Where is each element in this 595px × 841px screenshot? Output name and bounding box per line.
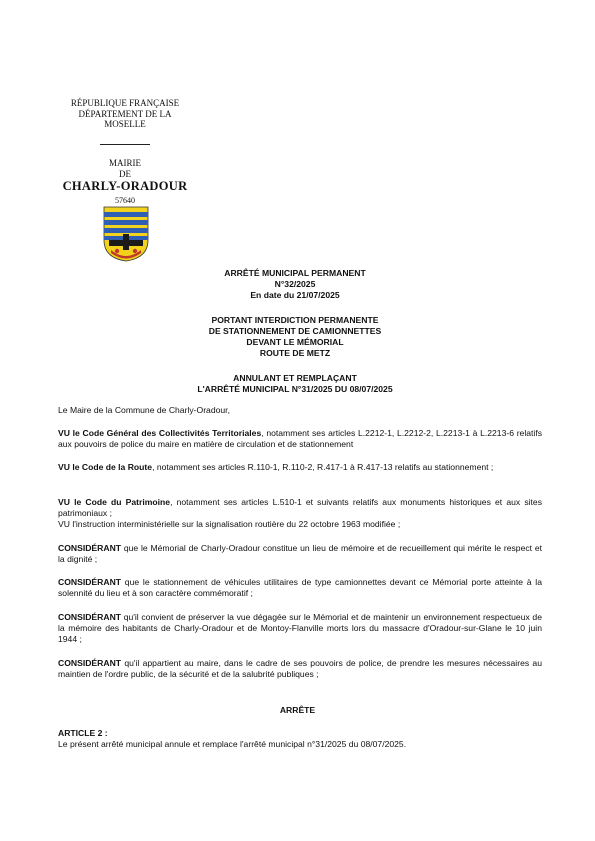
- subject-line-3: DEVANT LE MÉMORIAL: [246, 337, 344, 347]
- considerant-text: que le Mémorial de Charly-Oradour constitue un lieu de mémoire et de recueillement qui mérite le respect et la dignité ;: [58, 543, 542, 564]
- coat-of-arms-icon: [103, 206, 149, 262]
- vu-text: , notamment ses articles R.110-1, R.110-2, R.417-1 à R.417-13 relatifs au stationnement ;: [152, 462, 494, 472]
- vu-lead: VU le Code Général des Collectivités Territoriales: [58, 428, 262, 438]
- considerant-text: qu'il appartient au maire, dans le cadre de ses pouvoirs de police, de prendre les mesures nécessaires au maintien de l'ordre public, de la sécurité et de la salubrité publiques ;: [58, 658, 542, 679]
- moselle-line: MOSELLE: [104, 119, 146, 129]
- article-title: ARTICLE 2 :: [58, 728, 108, 738]
- decree-date: En date du 21/07/2025: [250, 290, 340, 300]
- vu-paragraph-2: [58, 462, 542, 473]
- intro-paragraph: [58, 405, 542, 416]
- decree-title: [80, 268, 510, 301]
- commune-name: CHARLY-ORADOUR: [62, 179, 188, 193]
- decree-number: N°32/2025: [274, 279, 316, 289]
- subject-line-1: PORTANT INTERDICTION PERMANENTE: [211, 315, 379, 325]
- replacement-notice: [80, 373, 510, 395]
- considerant-paragraph-1: [58, 543, 542, 565]
- issuer-block: [55, 98, 195, 130]
- considerant-lead: CONSIDÉRANT: [58, 658, 122, 668]
- header-divider: [100, 144, 150, 145]
- subject-line-2: DE STATIONNEMENT DE CAMIONNETTES: [208, 326, 382, 336]
- considerant-text: que le stationnement de véhicules utilitaires de type camionnettes devant ce Mémorial porte atteinte à la solennité du lieu et à son caractère commémoratif ;: [58, 577, 542, 598]
- considerant-text: qu'il convient de préserver la vue dégagée sur le Mémorial et de maintenir un environnement respectueux de la mémoire des habitants de Charly-Oradour et de Montoy-Flanville morts lors du massacre d'Oradour-sur-Glane le 10 juin 1944 ;: [58, 612, 542, 644]
- intro-text: Le Maire de la Commune de Charly-Oradour,: [58, 405, 230, 415]
- vu-paragraph-1: [58, 428, 542, 450]
- replacement-line-1: ANNULANT ET REMPLAÇANT: [233, 373, 357, 383]
- arrete-heading: ARRÊTE: [279, 705, 316, 715]
- vu-text: , notamment ses articles L.510-1 et suivants relatifs aux monuments historiques et aux sites patrimoniaux ;: [58, 497, 542, 518]
- decree-subject: [80, 315, 510, 359]
- de-line: DE: [119, 168, 131, 179]
- considerant-lead: CONSIDÉRANT: [58, 543, 122, 553]
- considerant-paragraph-2: [58, 577, 542, 599]
- postal-code: 57640: [115, 196, 135, 205]
- mairie-block: [55, 158, 195, 179]
- mairie-line: MAIRIE: [109, 158, 141, 168]
- vu-instruction: VU l'instruction interministérielle sur la signalisation routière du 22 octobre 1963 modifiée ;: [58, 519, 401, 529]
- republic-line: RÉPUBLIQUE FRANÇAISE: [70, 98, 180, 108]
- replacement-line-2: L'ARRÊTÉ MUNICIPAL N°31/2025 DU 08/07/2025: [197, 384, 393, 394]
- article-text: Le présent arrêté municipal annule et remplace l'arrêté municipal n°31/2025 du 08/07/2025.: [58, 739, 407, 749]
- vu-lead: VU le Code du Patrimoine: [58, 497, 171, 507]
- vu-lead: VU le Code de la Route: [58, 462, 153, 472]
- subject-line-4: ROUTE DE METZ: [259, 348, 331, 358]
- vu-paragraph-3: [58, 497, 542, 530]
- vu-text: , notamment ses articles L.2212-1, L.2212-2, L.2213-1 à L.2213-6 relatifs aux pouvoirs de police du maire en matière de circulation et de stationnement: [58, 428, 543, 449]
- considerant-paragraph-3: [58, 612, 542, 645]
- considerant-paragraph-4: [58, 658, 542, 680]
- decree-type: ARRÊTÉ MUNICIPAL PERMANENT: [224, 268, 366, 278]
- considerant-lead: CONSIDÉRANT: [58, 577, 122, 587]
- considerant-lead: CONSIDÉRANT: [58, 612, 122, 622]
- department-line: DÉPARTEMENT DE LA: [78, 108, 172, 119]
